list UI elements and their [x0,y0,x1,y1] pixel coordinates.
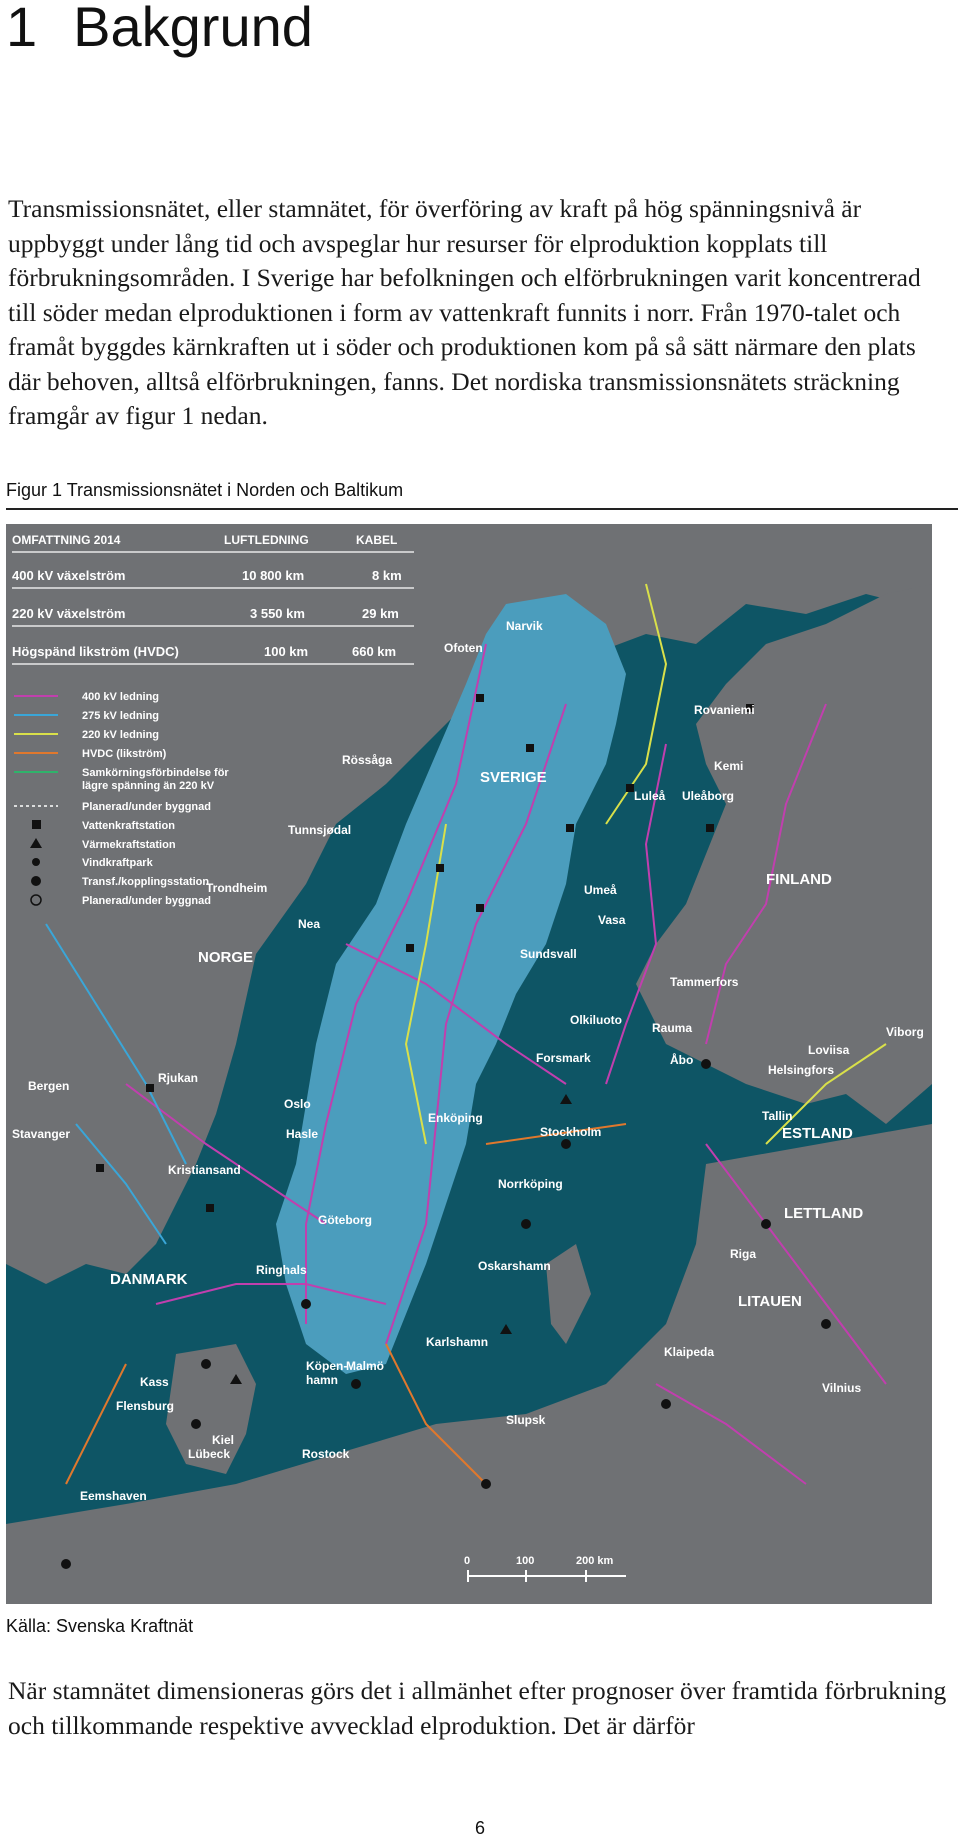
caption-divider [6,508,958,510]
legend-vindkraft: Vindkraftpark [82,857,153,869]
section-heading [6,0,313,59]
scale-label-0: 0 [464,1555,471,1567]
legend-vattenkraft: Vattenkraftstation [82,820,175,832]
label-place: Trondheim [206,881,268,895]
label-norge: NORGE [198,949,254,966]
label-place: Nea [298,917,321,931]
label-place: Slupsk [506,1413,546,1427]
label-place: Kristiansand [168,1163,241,1177]
legend-transf: Transf./kopplingsstation [82,876,210,888]
section-number: 1 [6,0,38,58]
legend-planerad-station: Planerad/under byggnad [82,895,211,907]
label-place: Rjukan [158,1071,199,1085]
figure-source: Källa: Svenska Kraftnät [6,1616,194,1636]
label-sverige: SVERIGE [480,769,547,786]
label-place: Norrköping [498,1177,563,1191]
legend-400kv: 400 kV ledning [82,691,160,703]
legend-hvdc: HVDC (likström) [82,748,167,760]
table-cell: 29 km [362,606,399,621]
paragraph-dimensioning: När stamnätet dimensioneras görs det i allmänhet efter prognoser över framtida förbrukning och tillkommande respektive avvecklad elproduktion. Det är därför [8,1676,947,1740]
label-place: Lübeck [188,1447,231,1461]
label-place: Rauma [652,1021,693,1035]
table-header-luftledning: LUFTLEDNING [224,533,309,547]
label-place: Vilnius [822,1381,862,1395]
label-place: Riga [730,1247,757,1261]
label-lettland: LETTLAND [784,1205,864,1222]
label-place: Göteborg [318,1213,372,1227]
table-row-400kv: 400 kV växelström [12,568,126,583]
label-place: Rössåga [342,753,393,767]
label-place: Viborg [886,1025,924,1039]
label-estland: ESTLAND [782,1125,853,1142]
label-place: Köpen- [306,1359,348,1373]
dot-icon [32,858,40,866]
paragraph-background: Transmissionsnätet, eller stamnätet, för överföring av kraft på hög spänningsnivå är uppbyggt under lång tid och avspeglar hur resurser för elproduktion kopplats till förbrukningsområden. I Sverige har befolkningen och elförbrukningen varit koncentrerad till söder medan elproduktionen i form av vattenkraft funnits i norr. Från 1970-talet och framåt byggdes kärnkraften ut i söder och produktionen kom på så sätt närmare den plats där behoven, alltså elförbrukningen, fanns. Det nordiska transmissionsnätets sträckning framgår av figur 1 nedan. [8,194,921,430]
label-place: Stockholm [540,1125,602,1139]
label-danmark: DANMARK [110,1271,188,1288]
table-cell: 660 km [352,644,397,659]
table-header-kabel: KABEL [356,533,398,547]
legend-samkorning: Samkörningsförbindelse för [82,767,229,779]
square-icon [32,820,41,829]
figure-caption: Figur 1 Transmissionsnätet i Norden och Baltikum [6,480,404,500]
label-place: Uleåborg [682,789,735,803]
table-row-hvdc: Högspänd likström (HVDC) [12,644,179,659]
table-row-220kv: 220 kV växelström [12,606,126,621]
label-place: Enköping [428,1111,483,1125]
label-place: Forsmark [536,1051,591,1065]
label-place: Tammerfors [670,975,739,989]
label-place: Kemi [714,759,744,773]
label-place: Rovaniemi [694,703,755,717]
label-place: Klaipeda [664,1345,715,1359]
label-place: Luleå [634,789,666,803]
section-title: Bakgrund [73,0,313,58]
label-place: Oskarshamn [478,1259,551,1273]
transmission-map [6,524,932,1604]
label-place: Åbo [670,1053,694,1067]
label-place: Kass [140,1375,169,1389]
label-place: Ringhals [256,1263,307,1277]
label-place: Vasa [598,913,626,927]
label-place: Narvik [506,619,543,633]
table-cell: 3 550 km [250,606,305,621]
label-place: Flensburg [116,1399,175,1413]
label-place: Sundsvall [520,947,577,961]
label-place: Stavanger [12,1127,71,1141]
table-cell: 100 km [264,644,309,659]
legend-varmekraft: Värmekraftstation [82,839,176,851]
label-place: Kiel [212,1433,235,1447]
legend-planerad-line: Planerad/under byggnad [82,801,211,813]
label-place: Karlshamn [426,1335,489,1349]
label-place: Malmö [346,1359,385,1373]
legend-samkorning-line2: lägre spänning än 220 kV [82,780,215,792]
label-place: Oslo [284,1097,311,1111]
label-litauen: LITAUEN [738,1293,802,1310]
label-place: Tallin [762,1109,793,1123]
label-finland: FINLAND [766,871,832,888]
label-place: Tunnsjødal [288,823,352,837]
label-place: hamn [306,1373,339,1387]
label-place: Umeå [584,883,617,897]
legend-275kv: 275 kV ledning [82,710,160,722]
scale-label-100: 100 [516,1555,535,1567]
label-place: Eemshaven [80,1489,147,1503]
label-place: Loviisa [808,1043,850,1057]
label-place: Bergen [28,1079,70,1093]
label-place: Helsingfors [768,1063,835,1077]
scale-label-200: 200 km [576,1555,614,1567]
table-cell: 10 800 km [242,568,305,583]
page-number: 6 [474,1818,485,1838]
dot-icon [31,876,41,886]
table-header-omfattning: OMFATTNING 2014 [12,533,121,547]
legend-220kv: 220 kV ledning [82,729,160,741]
label-place: Rostock [302,1447,350,1461]
label-place: Olkiluoto [570,1013,622,1027]
label-place: Hasle [286,1127,319,1141]
table-cell: 8 km [372,568,402,583]
label-place: Ofoten [444,641,483,655]
